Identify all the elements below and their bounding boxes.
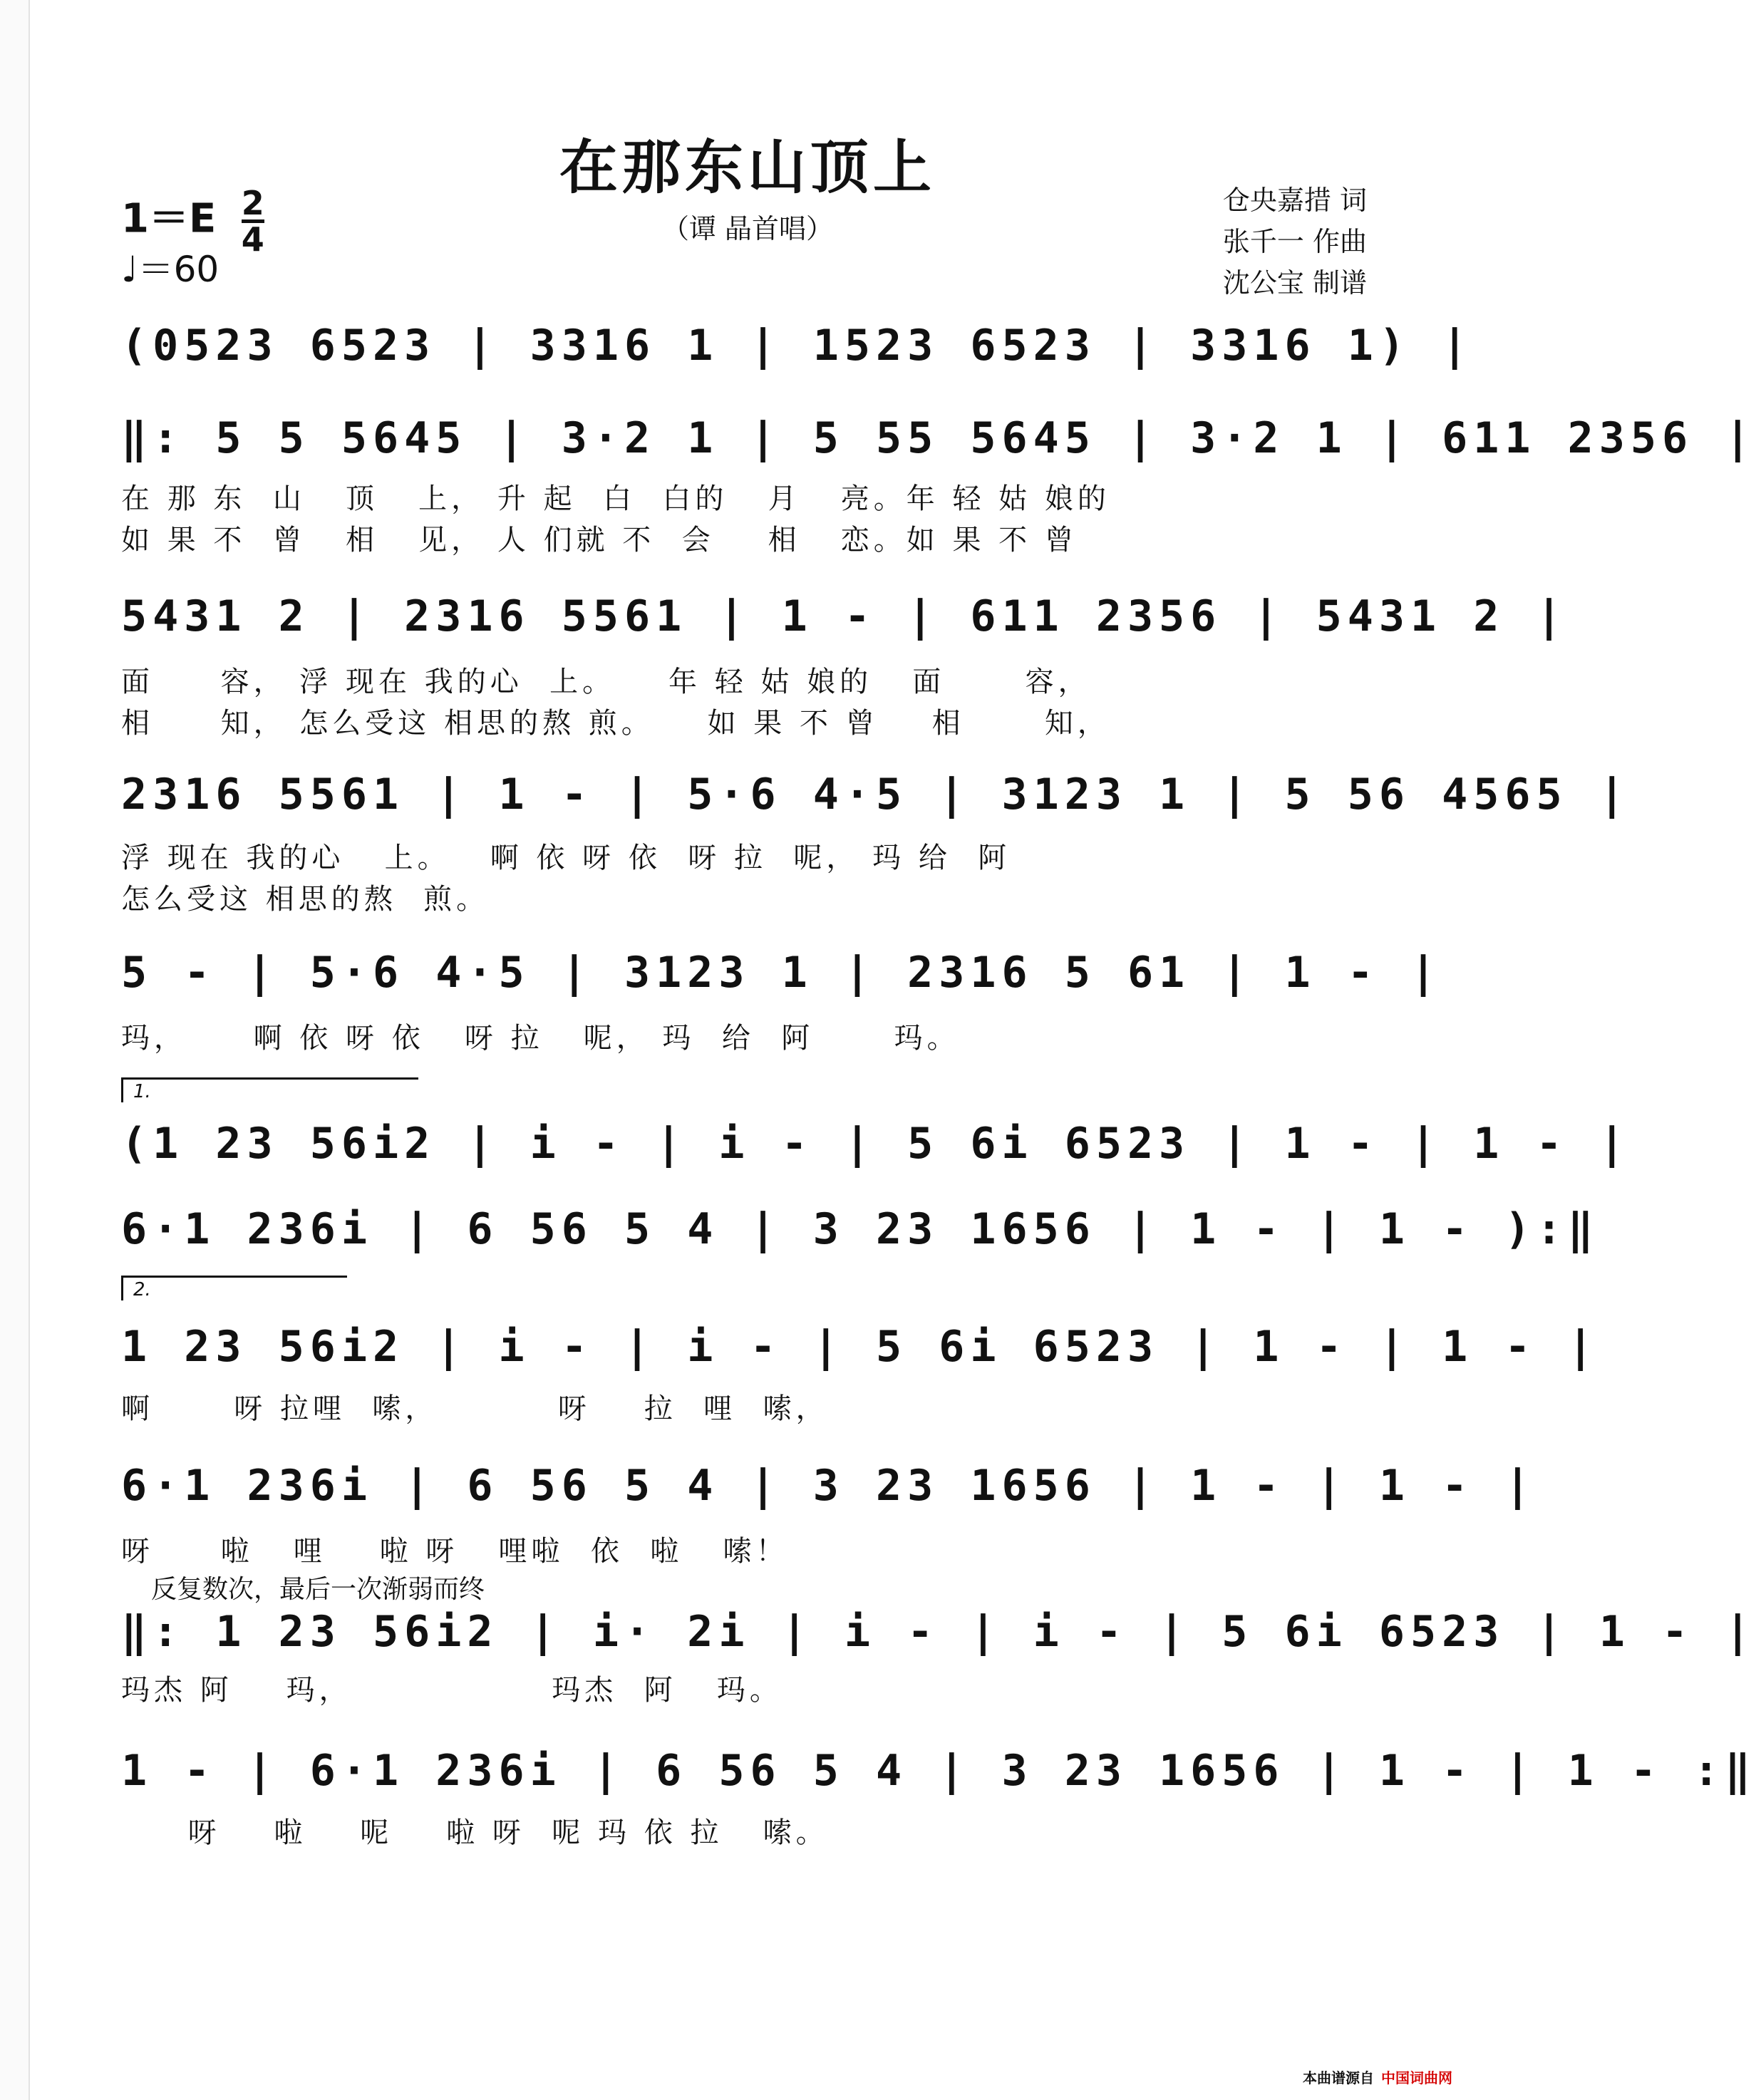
lyric-line-2-verse-1: 在 那 东 山 顶 上， 升 起 白 白的 月 亮。年 轻 姑 娘的 — [121, 482, 1110, 515]
lyric-line-9: 呀 啦 哩 啦 呀 哩啦 依 啦 嗦！ — [121, 1535, 789, 1568]
score-line-1: (0523 6523 | 3316 1 | 1523 6523 | 3316 1) | — [121, 321, 1474, 371]
lyric-line-2-verse-2: 如 果 不 曾 相 见， 人 们就 不 会 相 恋。如 果 不 曾 — [121, 524, 1078, 557]
credits — [1223, 180, 1367, 304]
lyric-line-4-verse-2: 怎么受这 相思的熬 煎。 — [121, 883, 490, 916]
credit-composer: 张千一 作曲 — [1222, 226, 1367, 257]
lyric-line-11: 呀 啦 呢 啦 呀 呢 玛 依 拉 嗦。 — [121, 1816, 829, 1849]
time-denominator: 4 — [241, 220, 264, 259]
credit-transcriber: 沈公宝 制谱 — [1222, 267, 1367, 299]
score-line-10: ‖: 1 23 56i2 | i· 2i | i - | i - | 5 6i 6523 | 1 - | — [121, 1607, 1756, 1657]
score-line-7: 6·1 236i | 6 56 5 4 | 3 23 1656 | 1 - | 1 - ):‖ — [121, 1204, 1599, 1254]
key-label: 1＝E — [121, 195, 217, 242]
footer-credit — [1303, 2067, 1452, 2087]
song-subtitle: （谭 晶首唱） — [661, 213, 834, 244]
score-line-9: 6·1 236i | 6 56 5 4 | 3 23 1656 | 1 - | 1 - | — [121, 1461, 1536, 1511]
lyric-line-3-verse-2: 相 知， 怎么受这 相思的熬 煎。 如 果 不 曾 相 知， — [121, 707, 1110, 740]
volta-bracket-1: 1. — [121, 1077, 418, 1102]
song-title: 在那东山顶上 — [559, 133, 936, 202]
page-border — [0, 0, 30, 2100]
credit-lyricist: 仓央嘉措 词 — [1222, 185, 1367, 216]
repeat-instruction: 反复数次，最后一次渐弱而终 — [151, 1575, 485, 1604]
lyric-line-3-verse-1: 面 容， 浮 现在 我的心 上。 年 轻 姑 娘的 面 容， — [121, 666, 1091, 698]
score-line-11: 1 - | 6·1 236i | 6 56 5 4 | 3 23 1656 | 1 - | 1 - :‖ — [121, 1746, 1756, 1796]
tempo-marking: ♩＝60 — [121, 249, 220, 290]
score-line-8: 1 23 56i2 | i - | i - | 5 6i 6523 | 1 - | 1 - | — [121, 1322, 1599, 1372]
time-signature — [241, 184, 264, 259]
time-numerator: 2 — [241, 184, 264, 222]
lyric-line-4-verse-1: 浮 现在 我的心 上。 啊 依 呀 依 呀 拉 呢， 玛 给 阿 — [121, 842, 1011, 874]
score-line-4: 2316 5561 | 1 - | 5·6 4·5 | 3123 1 | 5 56 4565 | — [121, 770, 1631, 819]
score-line-3: 5431 2 | 2316 5561 | 1 - | 611 2356 | 5431 2 | — [121, 591, 1568, 641]
score-line-5: 5 - | 5·6 4·5 | 3123 1 | 2316 5 61 | 1 - | — [121, 948, 1442, 998]
volta-bracket-2: 2. — [121, 1276, 347, 1300]
lyric-line-8: 啊 呀 拉哩 嗦， 呀 拉 哩 嗦， — [121, 1392, 829, 1425]
footer-source: 本曲谱源自 — [1303, 2069, 1374, 2086]
lyric-line-5: 玛， 啊 依 呀 依 呀 拉 呢， 玛 给 阿 玛。 — [121, 1022, 960, 1055]
footer-brand[interactable]: 中国词曲网 — [1381, 2069, 1452, 2086]
score-line-6: (1 23 56i2 | i - | i - | 5 6i 6523 | 1 - | 1 - | — [121, 1119, 1631, 1169]
score-line-2: ‖: 5 5 5645 | 3·2 1 | 5 55 5645 | 3·2 1 | 611 2356 | — [121, 413, 1756, 463]
lyric-line-10: 玛杰 阿 玛， 玛杰 阿 玛。 — [121, 1674, 783, 1707]
